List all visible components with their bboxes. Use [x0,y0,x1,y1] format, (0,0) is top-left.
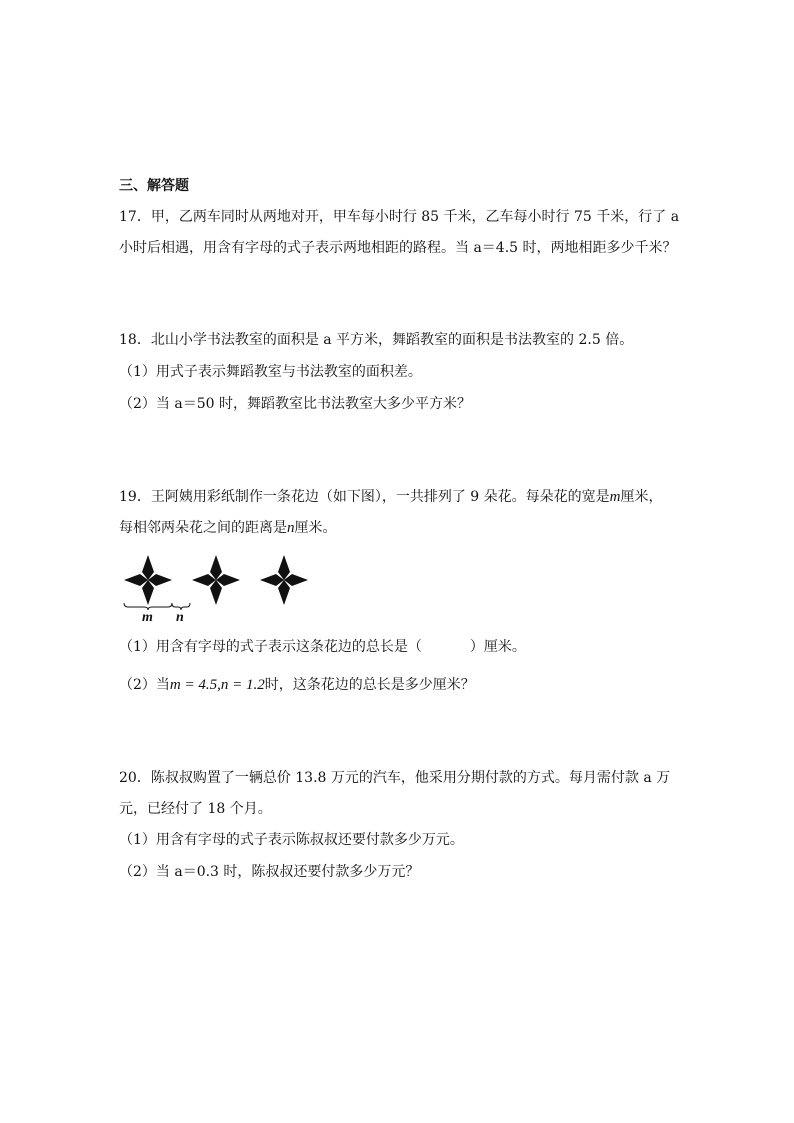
q20-line-2: 元，已经付了 18 个月。 [119,801,272,817]
q19-part-1-text-a: （1）用含有字母的式子表示这条花边的总长是（ [119,639,422,655]
q19-line-2-text-a: 每相邻两朵花之间的距离是 [119,520,287,536]
q19-part-2-formula: m = 4.5,n = 1.2 [169,677,265,693]
q18-part-2: （2）当 a＝50 时，舞蹈教室比书法教室大多少平方米？ [119,396,471,412]
flower-3-shape [260,555,308,605]
q19-var-n: n [287,520,295,536]
q19-line-2 [119,518,337,538]
flower-1-shape [124,555,172,605]
label-m: m [142,610,153,625]
flower-border-figure [118,550,318,625]
label-n: n [176,610,184,625]
q19-part-1 [119,637,526,657]
q17-line-1: 17．甲，乙两车同时从两地对开，甲车每小时行 85 千米，乙车每小时行 75 千米，行了 a [119,209,680,225]
flower-3 [260,555,308,605]
q19-line-1-text-b: 厘米， [620,489,663,505]
q17-line-2: 小时后相遇，用含有字母的式子表示两地相距的路程。当 a＝4.5 时，两地相距多少千米？ [119,240,677,256]
q19-line-1-text-a: 19．王阿姨用彩纸制作一条花边（如下图），一共排列了 9 朵花。每朵花的宽是 [119,489,610,505]
q19-part-2-text-b: 时，这条花边的总长是多少厘米？ [264,677,475,693]
q18-line-1: 18．北山小学书法教室的面积是 a 平方米，舞蹈教室的面积是书法教室的 2.5 倍。 [119,332,634,348]
q20-part-1: （1）用含有字母的式子表示陈叔叔还要付款多少万元。 [119,832,464,848]
section-title: 三、解答题 [119,178,189,194]
q19-var-m: m [609,489,621,505]
q19-line-1 [119,487,662,507]
bracket-n [172,603,190,610]
q18-part-1: （1）用式子表示舞蹈教室与书法教室的面积差。 [119,364,422,380]
q19-part-2-text-a: （2）当 [119,677,170,693]
q19-part-1-text-b: ）厘米。 [469,639,526,655]
q19-line-2-text-b: 厘米。 [294,520,337,536]
q20-line-1: 20．陈叔叔购置了一辆总价 13.8 万元的汽车，他采用分期付款的方式。每月需付款 a 万 [119,770,671,786]
q19-part-2 [119,675,475,695]
flower-2 [192,555,240,605]
flower-2-shape [192,555,240,605]
flower-1 [124,555,172,605]
q20-part-2: （2）当 a＝0.3 时，陈叔叔还要付款多少万元？ [119,864,420,880]
